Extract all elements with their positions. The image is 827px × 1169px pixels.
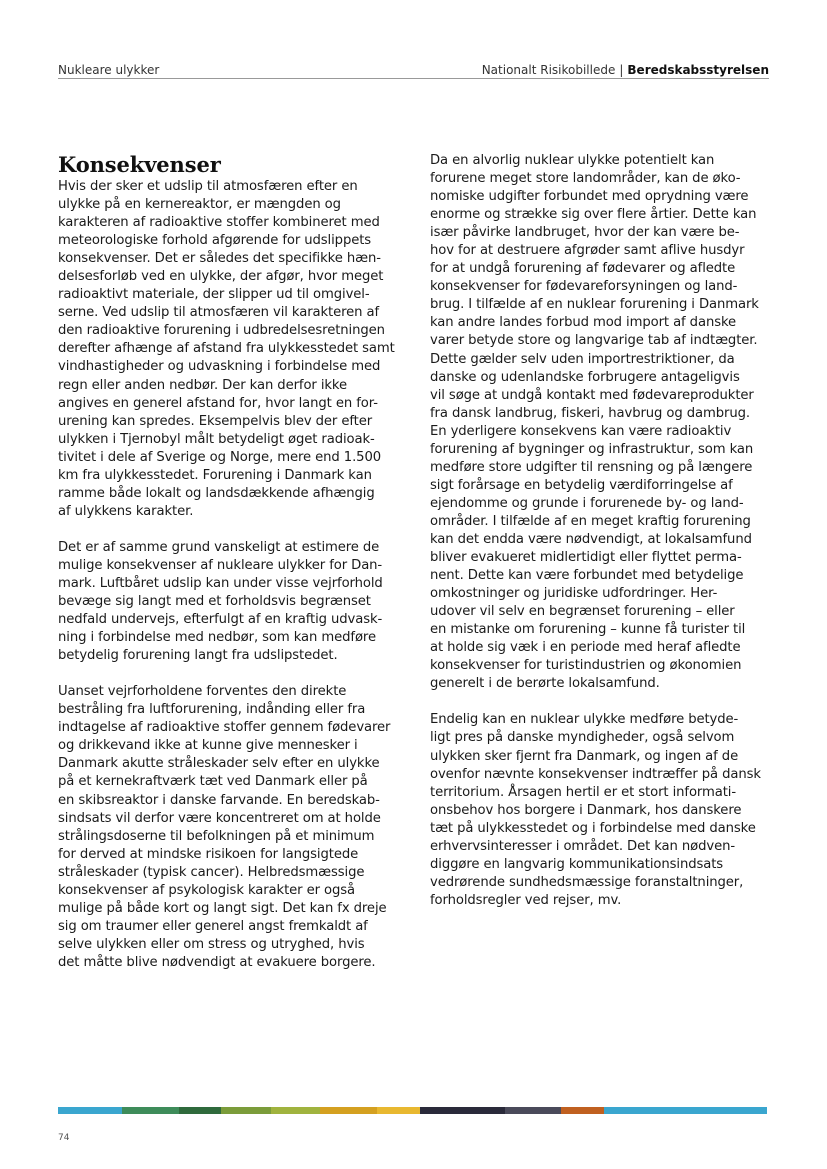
text-line: enorme og strække sig over flere årtier. Dette kan xyxy=(430,207,757,223)
text-line: mulige konsekvenser af nukleare ulykker for Dan- xyxy=(58,557,383,573)
footer-bar-segment xyxy=(561,1107,604,1114)
text-line: brug. I tilfælde af en nuklear forurening i Danmark xyxy=(430,297,759,313)
text-line: derefter afhænge af afstand fra ulykkesstedet samt xyxy=(58,341,395,357)
footer-bar-segment xyxy=(505,1107,562,1114)
text-line: ulykken sker fjernt fra Danmark, og ingen af de xyxy=(430,748,739,764)
text-line: onsbehov hos borgere i Danmark, hos danskere xyxy=(430,802,742,818)
text-line: ulykke på en kernereaktor, er mængden og xyxy=(58,197,341,213)
text-line: bevæge sig langt med et forholdsvis begrænset xyxy=(58,594,371,610)
text-line: sindsats vil derfor være koncentreret om at holde xyxy=(58,810,381,826)
right-column xyxy=(430,152,772,928)
text-line: territorium. Årsagen hertil er et stort informati- xyxy=(430,784,737,800)
paragraph xyxy=(430,152,772,693)
text-line: sig om traumer eller generel angst fremkaldt af xyxy=(58,918,368,934)
footer-bar-segment xyxy=(221,1107,271,1114)
text-line: urening kan spredes. Eksempelvis blev der efter xyxy=(58,413,373,429)
text-line: nent. Dette kan være forbundet med betydelige xyxy=(430,568,744,584)
text-line: bestråling fra luftforurening, indånding eller fra xyxy=(58,702,366,718)
footer-bar-segment xyxy=(271,1107,321,1114)
text-line: strålingsdoserne til befolkningen på et minimum xyxy=(58,828,375,844)
text-line: diggøre en langvarig kommunikationsindsats xyxy=(430,856,724,872)
text-line: regn eller anden nedbør. Der kan derfor ikke xyxy=(58,377,348,393)
header-publication-name: Nationalt Risikobillede xyxy=(481,63,616,77)
text-line: serne. Ved udslip til atmosfæren vil karakteren af xyxy=(58,305,380,321)
header-rule xyxy=(58,78,769,79)
text-line: omkostninger og juridiske udfordringer. Her- xyxy=(430,586,718,602)
text-line: det måtte blive nødvendigt at evakuere borgere. xyxy=(58,954,376,970)
text-line: og drikkevand ikke at kunne give mennesker i xyxy=(58,738,358,754)
text-line: konsekvenser. Det er således det specifikke hæn- xyxy=(58,251,381,267)
footer-bar-segment xyxy=(420,1107,505,1114)
text-line: ejendomme og grunde i forurenede by- og land- xyxy=(430,495,744,511)
text-line: forurening af bygninger og infrastruktur, som kan xyxy=(430,441,754,457)
footer-bar-segment xyxy=(179,1107,222,1114)
text-line: km fra ulykkesstedet. Forurening i Danmark kan xyxy=(58,467,372,483)
text-line: for derved at mindske risikoen for langsigtede xyxy=(58,846,359,862)
text-line: Det er af samme grund vanskeligt at estimere de xyxy=(58,539,380,555)
text-line: en skibsreaktor i danske farvande. En beredskab- xyxy=(58,792,380,808)
header-organization: Beredskabsstyrelsen xyxy=(627,63,769,77)
text-line: danske og udenlandske forbrugere antageligvis xyxy=(430,369,740,385)
text-line: betydelig forurening langt fra udslipstedet. xyxy=(58,648,338,664)
text-line: konsekvenser for turistindustrien og økonomien xyxy=(430,658,742,674)
text-line: hov for at destruere afgrøder samt aflive husdyr xyxy=(430,243,745,259)
text-line: mulige på både kort og langt sigt. Det kan fx dreje xyxy=(58,900,387,916)
text-line: vil søge at undgå kontakt med fødevareprodukter xyxy=(430,387,754,403)
text-line: bliver evakueret midlertidigt eller flyttet perma- xyxy=(430,550,742,566)
left-column xyxy=(58,152,398,990)
text-line: ovenfor nævnte konsekvenser indtræffer på dansk xyxy=(430,766,761,782)
text-line: for at undgå forurening af fødevarer og afledte xyxy=(430,261,736,277)
text-line: radioaktivt materiale, der slipper ud til omgivel- xyxy=(58,287,370,303)
text-line: varer betyde store og langvarige tab af indtægter. xyxy=(430,333,758,349)
page-number: 74 xyxy=(58,1133,70,1143)
footer-color-bar xyxy=(58,1107,767,1114)
text-line: forurene meget store landområder, kan de øko- xyxy=(430,171,741,187)
text-line: tivitet i dele af Sverige og Norge, mere end 1.500 xyxy=(58,449,382,465)
text-line: konsekvenser for fødevareforsyningen og land- xyxy=(430,279,738,295)
text-line: medføre store udgifter til rensning og på længere xyxy=(430,459,753,475)
text-line: vedrørende sundhedsmæssige foranstaltninger, xyxy=(430,874,744,890)
text-line: indtagelse af radioaktive stoffer gennem fødevarer xyxy=(58,720,391,736)
footer-bar-segment xyxy=(320,1107,377,1114)
text-line: Dette gælder selv uden importrestriktioner, da xyxy=(430,351,735,367)
text-line: fra dansk landbrug, fiskeri, havbrug og dambrug. xyxy=(430,405,750,421)
header-section-label: Nukleare ulykker xyxy=(58,63,160,77)
footer-bar-segment xyxy=(377,1107,420,1114)
text-line: Endelig kan en nuklear ulykke medføre betyde- xyxy=(430,712,739,728)
text-line: ramme både lokalt og landsdækkende afhængig xyxy=(58,485,375,501)
text-line: generelt i de berørte lokalsamfund. xyxy=(430,676,660,692)
text-line: kan andre landes forbud mod import af danske xyxy=(430,315,737,331)
paragraph xyxy=(58,178,398,521)
text-line: kan det endda være nødvendigt, at lokalsamfund xyxy=(430,531,752,547)
text-line: karakteren af radioaktive stoffer kombineret med xyxy=(58,215,380,231)
text-line: forholdsregler ved rejser, mv. xyxy=(430,892,622,908)
paragraph xyxy=(430,711,772,910)
text-line: områder. I tilfælde af en meget kraftig forurening xyxy=(430,513,751,529)
text-line: ning i forbindelse med nedbør, som kan medføre xyxy=(58,630,376,646)
text-line: Danmark akutte stråleskader selv efter en ulykke xyxy=(58,756,380,772)
text-line: Uanset vejrforholdene forventes den direkte xyxy=(58,684,347,700)
text-line: tæt på ulykkesstedet og i forbindelse med danske xyxy=(430,820,756,836)
text-line: af ulykkens karakter. xyxy=(58,503,194,519)
text-line: konsekvenser af psykologisk karakter er også xyxy=(58,882,355,898)
text-line: stråleskader (typisk cancer). Helbredsmæssige xyxy=(58,864,365,880)
text-line: ulykken i Tjernobyl målt betydeligt øget radioak- xyxy=(58,431,375,447)
header-publication xyxy=(482,63,769,77)
footer-bar-segment xyxy=(58,1107,122,1114)
text-line: på et kernekraftværk tæt ved Danmark eller på xyxy=(58,774,368,790)
text-line: sigt forårsage en betydelig værdiforringelse af xyxy=(430,477,733,493)
paragraph xyxy=(58,539,398,665)
text-line: især påvirke landbruget, hvor der kan være be- xyxy=(430,225,740,241)
header-separator: | xyxy=(619,63,624,77)
text-line: selve ulykken eller om stress og utryghed, hvis xyxy=(58,936,365,952)
text-line: erhvervsinteresser i området. Det kan nødven- xyxy=(430,838,736,854)
text-line: nomiske udgifter forbundet med oprydning være xyxy=(430,189,749,205)
section-title: Konsekvenser xyxy=(58,152,221,177)
text-line: udover vil selv en begrænset forurening – eller xyxy=(430,604,735,620)
paragraph xyxy=(58,683,398,972)
text-line: vindhastigheder og udvaskning i forbindelse med xyxy=(58,359,381,375)
text-line: en mistanke om forurening – kunne få turister til xyxy=(430,622,746,638)
footer-bar-segment xyxy=(604,1107,767,1114)
text-line: den radioaktive forurening i udbredelsesretningen xyxy=(58,323,385,339)
text-line: mark. Luftbåret udslip kan under visse vejrforhold xyxy=(58,575,383,591)
text-line: delsesforløb ved en ulykke, der afgør, hvor meget xyxy=(58,269,384,285)
footer-bar-segment xyxy=(122,1107,179,1114)
text-line: Da en alvorlig nuklear ulykke potentielt kan xyxy=(430,153,715,168)
text-line: meteorologiske forhold afgørende for udslippets xyxy=(58,233,372,249)
text-line: Hvis der sker et udslip til atmosfæren efter en xyxy=(58,179,358,194)
text-line: ligt pres på danske myndigheder, også selvom xyxy=(430,730,735,746)
text-line: at holde sig væk i en periode med heraf afledte xyxy=(430,640,741,656)
text-line: angives en generel afstand for, hvor langt en for- xyxy=(58,395,378,411)
text-line: nedfald undervejs, efterfulgt af en kraftig udvask- xyxy=(58,612,383,628)
text-line: En yderligere konsekvens kan være radioaktiv xyxy=(430,423,732,439)
